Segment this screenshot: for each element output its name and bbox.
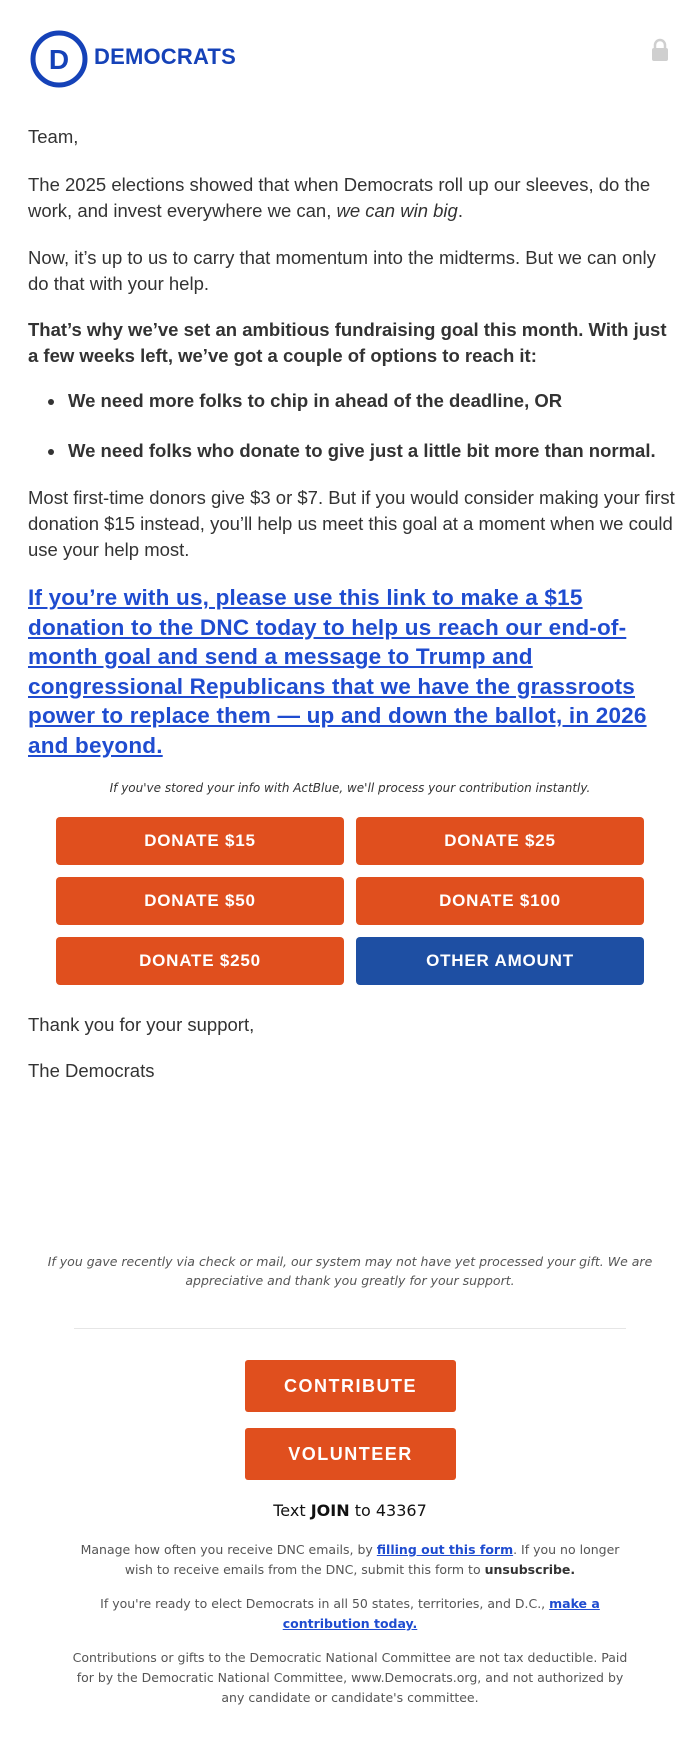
- list-item: [28, 388, 676, 414]
- donate-25-button[interactable]: DONATE $25: [356, 817, 644, 865]
- donation-cta-link[interactable]: If you’re with us, please use this link to make a $15 donation to the DNC today to help us reach our end-of-month goal and send a message to Trump and congressional Republicans that we have the grassroots power to replace them — up and down the ballot, in 2026 and beyond.: [28, 585, 647, 758]
- intro-emphasis: we can win big: [336, 200, 458, 221]
- donate-100-button[interactable]: DONATE $100: [356, 877, 644, 925]
- signature: The Democrats: [28, 1060, 155, 1081]
- list-item-text: We need more folks to chip in ahead of the deadline, OR: [68, 390, 563, 411]
- options-list: [28, 388, 676, 488]
- contribute-button[interactable]: CONTRIBUTE: [245, 1360, 456, 1412]
- donate-250-button[interactable]: DONATE $250: [56, 937, 344, 985]
- intro-end: .: [457, 200, 463, 221]
- manage-form-link[interactable]: filling out this form: [376, 1542, 514, 1557]
- bullet-icon: [48, 399, 54, 405]
- contribution-link[interactable]: make a contribution today.: [282, 1596, 600, 1631]
- manage-emails-note: [70, 1540, 630, 1580]
- democrats-d-logo[interactable]: [30, 30, 88, 88]
- momentum-paragraph: Now, it’s up to us to carry that momentum into the midterms. But we can only do that with your help.: [28, 247, 656, 294]
- actblue-note: If you've stored your info with ActBlue, we'll process your contribution instantly.: [109, 781, 591, 795]
- volunteer-button[interactable]: VOLUNTEER: [245, 1428, 456, 1480]
- email-header: [30, 30, 670, 88]
- bullet-icon: [48, 449, 54, 455]
- text-join-pre: Text: [273, 1501, 311, 1520]
- elect-text: If you're ready to elect Democrats in all 50 states, territories, and D.C.,: [100, 1596, 550, 1611]
- donate-50-button[interactable]: DONATE $50: [56, 877, 344, 925]
- text-join-keyword: JOIN: [310, 1501, 350, 1520]
- text-join-line: [0, 1501, 700, 1520]
- gift-processing-note: If you gave recently via check or mail, our system may not have yet processed your gift. We are appreciative and thank you greatly for your support.: [47, 1254, 653, 1288]
- donor-paragraph: Most first-time donors give $3 or $7. But if you would consider making your first donation $15 instead, you’ll help us meet this goal at a moment when we could use your help most.: [28, 487, 675, 560]
- list-item: [28, 438, 676, 464]
- list-item-text: We need folks who donate to give just a little bit more than normal.: [68, 440, 656, 461]
- legal-disclaimer: Contributions or gifts to the Democratic National Committee are not tax deductible. Paid for by the Democratic National Committee, www.Democrats.org, and not authorized by any candidate or candidate's committee.: [72, 1650, 628, 1705]
- intro-text: The 2025 elections showed that when Democrats roll up our sleeves, do the work, and invest everywhere we can,: [28, 174, 651, 221]
- intro-paragraph: [28, 172, 676, 224]
- other-amount-button[interactable]: OTHER AMOUNT: [356, 937, 644, 985]
- logo-letter: D: [48, 44, 70, 75]
- text-join-post: to 43367: [349, 1501, 427, 1520]
- elect-democrats-note: [70, 1594, 630, 1634]
- greeting: Team,: [28, 126, 79, 147]
- footer-divider: [74, 1328, 626, 1329]
- brand-name[interactable]: DEMOCRATS: [94, 44, 236, 69]
- lock-icon: [650, 38, 670, 62]
- donate-15-button[interactable]: DONATE $15: [56, 817, 344, 865]
- manage-text-mid: . If you no longer wish to receive emails from the DNC, submit this form to: [124, 1542, 620, 1577]
- goal-paragraph: That’s why we’ve set an ambitious fundraising goal this month. With just a few weeks left, we’ve got a couple of options to reach it:: [28, 319, 667, 366]
- closing-line: Thank you for your support,: [28, 1014, 255, 1035]
- manage-text: Manage how often you receive DNC emails, by: [80, 1542, 377, 1557]
- unsubscribe-link[interactable]: unsubscribe.: [484, 1562, 576, 1577]
